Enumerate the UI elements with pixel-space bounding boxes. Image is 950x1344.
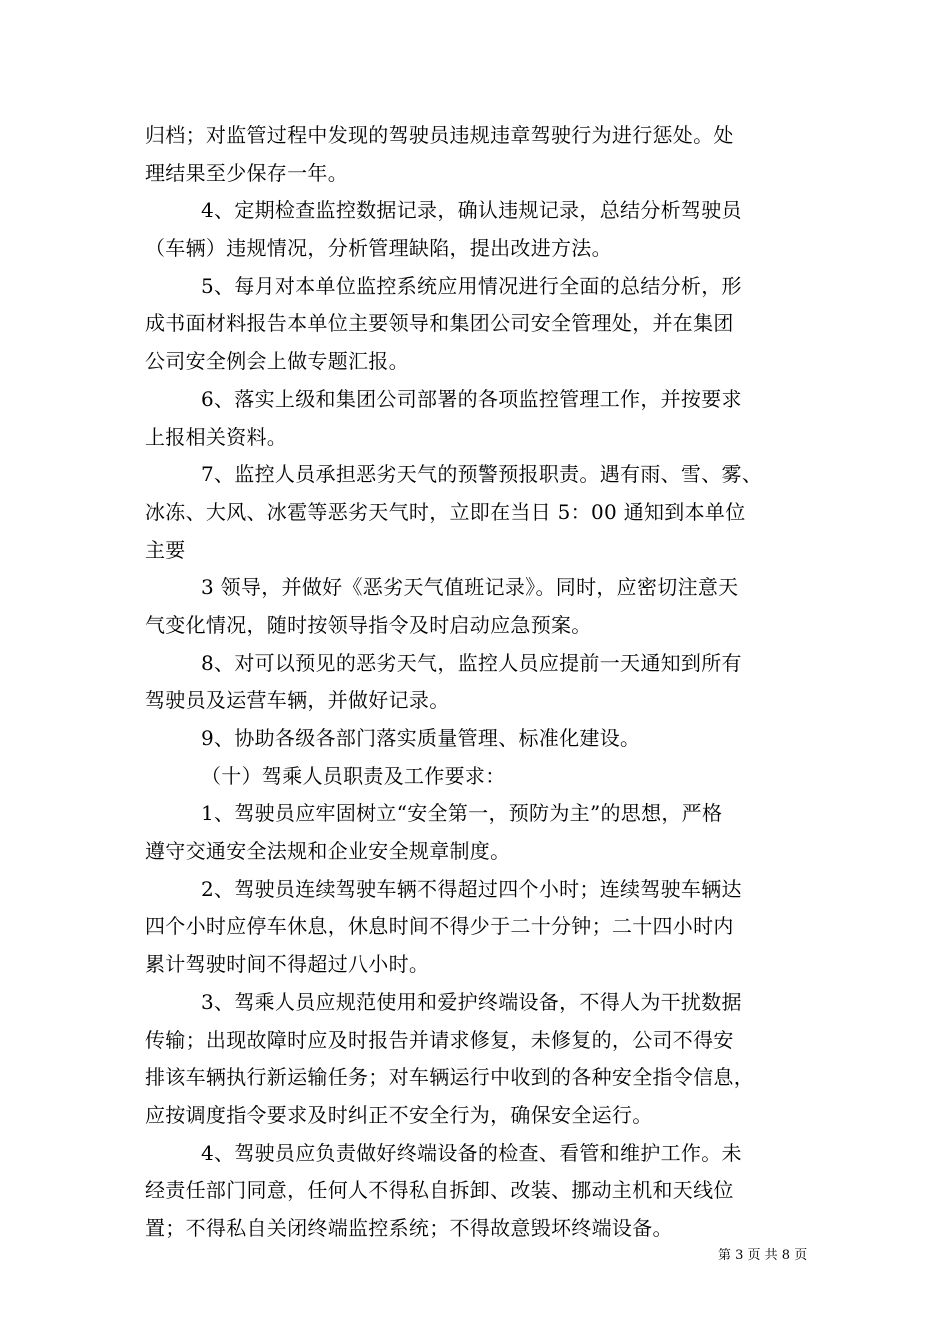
text-line: 经责任部门同意，任何人不得私自拆卸、改装、挪动主机和天线位 <box>145 1178 734 1203</box>
text-line: 3、驾乘人员应规范使用和爱护终端设备，不得人为干扰数据 <box>201 989 742 1014</box>
text-line: 6、落实上级和集团公司部署的各项监控管理工作，并按要求 <box>201 386 742 411</box>
text-line: 驾驶员及运营车辆，并做好记录。 <box>145 688 450 713</box>
text-line: 2、驾驶员连续驾驶车辆不得超过四个小时；连续驾驶车辆达 <box>201 876 742 901</box>
text-line: 1、驾驶员应牢固树立“安全第一，预防为主”的思想，严格 <box>201 801 723 826</box>
text-line: 主要 <box>145 537 186 562</box>
text-line: 成书面材料报告本单位主要领导和集团公司安全管理处，并在集团 <box>145 311 734 336</box>
text-line: 3 领导，并做好《恶劣天气值班记录》。同时，应密切注意天 <box>201 575 739 600</box>
text-line: 累计驾驶时间不得超过八小时。 <box>145 952 430 977</box>
document-body <box>145 117 810 1248</box>
text-line: 上报相关资料。 <box>145 424 288 449</box>
text-line: 遵守交通安全法规和企业安全规章制度。 <box>145 839 511 864</box>
text-line: 置；不得私自关闭终端监控系统；不得故意毁坏终端设备。 <box>145 1215 673 1240</box>
text-line: 冰冻、大风、冰雹等恶劣天气时，立即在当日 5：00 通知到本单位 <box>145 499 746 524</box>
section-heading: （十）驾乘人员职责及工作要求： <box>201 763 506 788</box>
text-line: 9、协助各级各部门落实质量管理、标准化建设。 <box>201 726 641 750</box>
page-number-footer: 第 3 页 共 8 页 <box>718 1248 808 1263</box>
text-line: 传输；出现故障时应及时报告并请求修复，未修复的，公司不得安 <box>145 1027 734 1052</box>
text-line: 公司安全例会上做专题汇报。 <box>145 349 409 374</box>
text-line: 应按调度指令要求及时纠正不安全行为，确保安全运行。 <box>145 1102 653 1127</box>
text-line: 排该车辆执行新运输任务；对车辆运行中收到的各种安全指令信息， <box>145 1065 754 1090</box>
text-line: （车辆）违规情况，分析管理缺陷，提出改进方法。 <box>145 236 612 261</box>
text-line: 气变化情况，随时按领导指令及时启动应急预案。 <box>145 612 592 637</box>
text-line: 理结果至少保存一年。 <box>145 160 348 185</box>
text-line: 4、驾驶员应负责做好终端设备的检查、看管和维护工作。未 <box>201 1140 742 1165</box>
text-line: 四个小时应停车休息，休息时间不得少于二十分钟；二十四小时内 <box>145 914 734 939</box>
text-line: 8、对可以预见的恶劣天气，监控人员应提前一天通知到所有 <box>201 650 742 675</box>
text-line: 7、监控人员承担恶劣天气的预警预报职责。遇有雨、雪、雾、 <box>201 462 763 487</box>
text-line: 4、定期检查监控数据记录，确认违规记录，总结分析驾驶员 <box>201 198 742 223</box>
text-line: 归档；对监管过程中发现的驾驶员违规违章驾驶行为进行惩处。处 <box>145 123 734 147</box>
text-line: 5、每月对本单位监控系统应用情况进行全面的总结分析，形 <box>201 273 742 298</box>
